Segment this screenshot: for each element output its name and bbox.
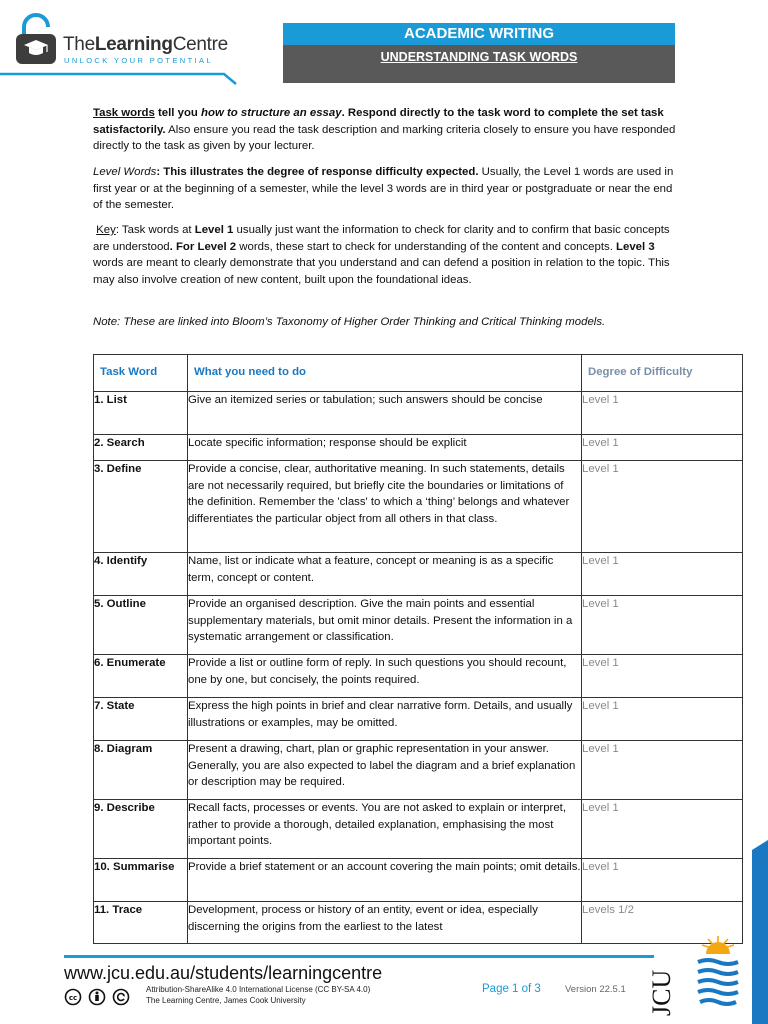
table-row [94, 800, 743, 859]
description-cell: Provide an organised description. Give the main points and essential supplementary materials, but omit minor details. Present the information in a systematic arrangement or classification. [188, 596, 582, 655]
license-line: Attribution-ShareAlike 4.0 International License (CC BY-SA 4.0) [146, 985, 371, 994]
table-row [94, 435, 743, 461]
description-cell: Name, list or indicate what a feature, concept or meaning is as a specific term, concept or content. [188, 553, 582, 596]
description-cell: Provide a concise, clear, authoritative meaning. In such statements, details are not necessarily required, but briefly cite the boundaries or limitations of the definition. Remember the 'class' to which a ‘thing’ belongs and whatever differentiates the particular object from all others in that class. [188, 461, 582, 553]
column-header-difficulty: Degree of Difficulty [582, 355, 743, 392]
level-cell: Level 1 [582, 859, 743, 902]
page-subtitle: UNDERSTANDING TASK WORDS [283, 45, 675, 83]
task-word-cell: 7. State [94, 698, 188, 741]
task-word-cell: 10. Summarise [94, 859, 188, 902]
description-cell: Give an itemized series or tabulation; such answers should be concise [188, 392, 582, 435]
table-row [94, 596, 743, 655]
task-word-cell: 1. List [94, 392, 188, 435]
lock-logo-icon [16, 14, 56, 64]
version-label: Version 22.5.1 [565, 984, 626, 995]
description-cell: Express the high points in brief and clear narrative form. Details, and usually illustrations or examples, may be omitted. [188, 698, 582, 741]
table-row [94, 859, 743, 902]
level-cell: Level 1 [582, 698, 743, 741]
table-row [94, 461, 743, 553]
page-title: ACADEMIC WRITING [283, 23, 675, 45]
task-word-cell: 2. Search [94, 435, 188, 461]
intro-paragraph-level-words: Level Words: This illustrates the degree of response difficulty expected. Usually, the Level 1 words are used in first year or at the beginning of a semester, while the level 3 words are in third year or postgraduate or near the end of the semester. [93, 166, 674, 211]
table-row [94, 655, 743, 698]
level-cell: Level 1 [582, 800, 743, 859]
task-word-cell: 5. Outline [94, 596, 188, 655]
task-word-cell: 4. Identify [94, 553, 188, 596]
table-row [94, 902, 743, 944]
level-cell: Level 1 [582, 461, 743, 553]
level-cell: Level 1 [582, 435, 743, 461]
table-header-row [94, 355, 743, 392]
level-cell: Levels 1/2 [582, 902, 743, 944]
page-number: Page 1 of 3 [482, 983, 541, 995]
intro-paragraph-key: Key: Task words at Level 1 usually just want the information to check for clarity and to confirm that basic concepts are understood. For Level 2 words, these start to check for understanding of the content and concepts. Level 3 words are meant to clearly demonstrate that you understand and can defend a position in relation to the topic. This may also involve creation of new content, built upon the foundational ideas. [93, 224, 670, 286]
creative-commons-icons [64, 988, 130, 1006]
description-cell: Recall facts, processes or events. You are not asked to explain or interpret, rather to provide a thorough, detailed explanation, emphasising the most important points. [188, 800, 582, 859]
brand-tagline: UNLOCK YOUR POTENTIAL [64, 56, 214, 65]
license-org: The Learning Centre, James Cook University [146, 996, 306, 1005]
brand-name: TheLearningCentre [63, 34, 228, 55]
level-cell: Level 1 [582, 596, 743, 655]
table-row [94, 698, 743, 741]
column-header-what-to-do: What you need to do [188, 355, 582, 392]
task-word-cell: 6. Enumerate [94, 655, 188, 698]
svg-text:cc: cc [68, 994, 78, 1002]
task-word-cell: 3. Define [94, 461, 188, 553]
jcu-sun-logo-icon [694, 934, 742, 1012]
table-row [94, 392, 743, 435]
intro-note: Note: These are linked into Bloom’s Taxonomy of Higher Order Thinking and Critical Thinking models. [93, 316, 606, 328]
header-rule-decoration [0, 70, 240, 88]
level-cell: Level 1 [582, 392, 743, 435]
level-cell: Level 1 [582, 655, 743, 698]
description-cell: Provide a brief statement or an account covering the main points; omit details. [188, 859, 582, 902]
table-row [94, 553, 743, 596]
jcu-wordmark-text: JCU [647, 969, 676, 1016]
license-text [146, 984, 370, 1006]
description-cell: Locate specific information; response should be explicit [188, 435, 582, 461]
description-cell: Present a drawing, chart, plan or graphic representation in your answer. Generally, you are also expected to label the diagram and a brief explanation or description may be required. [188, 741, 582, 800]
intro-paragraph-task-words: Task words tell you how to structure an essay. Respond directly to the task word to complete the set task satisfactorily. Also ensure you read the task description and marking criteria closely to ensure you have responded directly to the task as given by your lecturer. [93, 107, 676, 152]
task-words-table [93, 354, 743, 944]
level-cell: Level 1 [582, 553, 743, 596]
task-word-cell: 9. Describe [94, 800, 188, 859]
task-word-cell: 8. Diagram [94, 741, 188, 800]
task-word-cell: 11. Trace [94, 902, 188, 944]
footer-url-link[interactable]: www.jcu.edu.au/students/learningcentre [64, 963, 383, 983]
description-cell: Provide a list or outline form of reply. In such questions you should recount, one by one, but concisely, the points required. [188, 655, 582, 698]
description-cell: Development, process or history of an entity, event or idea, especially discerning the origins from the earliest to the latest [188, 902, 582, 944]
side-accent-bar [752, 840, 768, 1024]
table-row [94, 741, 743, 800]
column-header-task-word: Task Word [94, 355, 188, 392]
footer-rule [64, 955, 654, 958]
level-cell: Level 1 [582, 741, 743, 800]
jcu-wordmark [647, 938, 676, 1018]
